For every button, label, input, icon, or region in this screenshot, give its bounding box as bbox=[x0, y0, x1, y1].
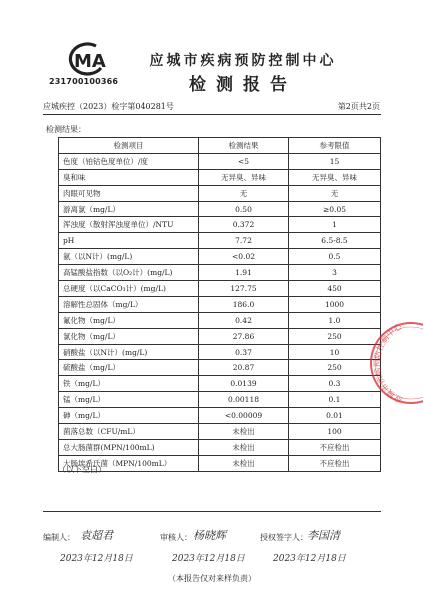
cert-number: 231700100366 bbox=[49, 77, 119, 86]
cell-limit: 250 bbox=[289, 360, 381, 376]
cell-item: 浑浊度（散射浑浊度单位）/NTU bbox=[59, 217, 199, 233]
table-row bbox=[59, 169, 381, 185]
table-row bbox=[59, 360, 381, 376]
table-row bbox=[59, 408, 381, 424]
table-row bbox=[59, 424, 381, 440]
end-note: （以下空白） bbox=[58, 465, 106, 474]
cell-result: 7.72 bbox=[199, 233, 289, 249]
cell-limit: 250 bbox=[289, 328, 381, 344]
table-row bbox=[59, 439, 381, 455]
cell-result: 20.87 bbox=[199, 360, 289, 376]
cell-limit: ≥0.05 bbox=[289, 201, 381, 217]
table-row bbox=[59, 376, 381, 392]
reviewer-signature: 杨晓辉 bbox=[193, 529, 226, 542]
table-row bbox=[59, 249, 381, 265]
table-row bbox=[59, 296, 381, 312]
header-result: 检测结果 bbox=[199, 138, 289, 154]
cell-result: 无异臭、异味 bbox=[199, 169, 289, 185]
cell-item: 总硬度（以CaCO₃计）(mg/L) bbox=[59, 281, 199, 297]
cell-limit: 0.5 bbox=[289, 249, 381, 265]
footnote: （本报告仅对来样负责） bbox=[168, 574, 256, 583]
cell-item: 肉眼可见物 bbox=[59, 185, 199, 201]
table-row bbox=[59, 392, 381, 408]
cma-logo bbox=[56, 40, 114, 76]
cell-result: 1.91 bbox=[199, 265, 289, 281]
cell-result: 0.00118 bbox=[199, 392, 289, 408]
cell-result: 0.42 bbox=[199, 312, 289, 328]
cell-item: 色度（铂钴色度单位）/度 bbox=[59, 153, 199, 169]
cell-item: 氯化物（mg/L） bbox=[59, 328, 199, 344]
cell-item: pH bbox=[59, 233, 199, 249]
approver-date: 2023年12月18日 bbox=[273, 554, 346, 564]
cell-result: 127.75 bbox=[199, 281, 289, 297]
cell-item: 砷（mg/L） bbox=[59, 408, 199, 424]
header-item: 检测项目 bbox=[59, 138, 199, 154]
page-number: 第2页共2页 bbox=[337, 102, 380, 111]
cell-limit: 450 bbox=[289, 281, 381, 297]
center-name: 应城市疾病预防控制中心 bbox=[149, 53, 337, 69]
report-title: 检测报告 bbox=[189, 75, 297, 95]
table-header-row bbox=[59, 138, 381, 154]
cell-item: 总大肠菌群(MPN/100mL) bbox=[59, 439, 199, 455]
cell-result: 0.0139 bbox=[199, 376, 289, 392]
cell-result: 27.86 bbox=[199, 328, 289, 344]
reviewer-label: 审核人： bbox=[160, 533, 192, 542]
cell-result: <5 bbox=[199, 153, 289, 169]
cell-limit: 不应检出 bbox=[289, 455, 381, 471]
cell-limit: 6.5-8.5 bbox=[289, 233, 381, 249]
cell-limit: 0.1 bbox=[289, 392, 381, 408]
cell-result: 0.37 bbox=[199, 344, 289, 360]
cell-result: 未检出 bbox=[199, 455, 289, 471]
cell-limit: 1 bbox=[289, 217, 381, 233]
cell-result: <0.02 bbox=[199, 249, 289, 265]
editor-date: 2023年12月18日 bbox=[60, 554, 133, 564]
cell-item: 硝酸盐（以N计）(mg/L) bbox=[59, 344, 199, 360]
header-divider bbox=[43, 114, 381, 115]
reviewer-date: 2023年12月18日 bbox=[172, 554, 245, 564]
table-row bbox=[59, 328, 381, 344]
cell-result: 0.372 bbox=[199, 217, 289, 233]
cell-result: 未检出 bbox=[199, 424, 289, 440]
cell-limit: 3 bbox=[289, 265, 381, 281]
logo-text: MA bbox=[74, 51, 106, 72]
seal-text: 应城市疾病预防控制中心 bbox=[372, 321, 404, 405]
svg-text:应城市疾病预防控制中心 bbox=[372, 321, 404, 405]
table-row bbox=[59, 201, 381, 217]
cell-limit: 无 bbox=[289, 185, 381, 201]
cell-limit: 100 bbox=[289, 424, 381, 440]
table-row bbox=[59, 265, 381, 281]
table-row bbox=[59, 344, 381, 360]
results-table bbox=[58, 137, 381, 472]
table-row bbox=[59, 312, 381, 328]
cell-result: 0.50 bbox=[199, 201, 289, 217]
table-row bbox=[59, 153, 381, 169]
cell-item: 菌落总数（CFU/mL） bbox=[59, 424, 199, 440]
signature-divider bbox=[43, 511, 381, 512]
cell-item: 高锰酸盐指数（以O₂计）(mg/L) bbox=[59, 265, 199, 281]
cell-item: 硫酸盐（mg/L） bbox=[59, 360, 199, 376]
cell-item: 铁（mg/L） bbox=[59, 376, 199, 392]
results-label: 检测结果： bbox=[46, 125, 86, 134]
table-row bbox=[59, 455, 381, 471]
cell-item: 大肠埃希氏菌（MPN/100mL） bbox=[59, 455, 199, 471]
cell-item: 锰（mg/L） bbox=[59, 392, 199, 408]
cell-limit: 无异臭、异味 bbox=[289, 169, 381, 185]
cell-limit: 1000 bbox=[289, 296, 381, 312]
cell-limit: 15 bbox=[289, 153, 381, 169]
editor-label: 编制人： bbox=[43, 533, 75, 542]
header-limit: 参考限值 bbox=[289, 138, 381, 154]
table-row bbox=[59, 185, 381, 201]
approver-label: 授权签字人： bbox=[260, 533, 308, 542]
report-number: 应城疾控（2023）检字第040281号 bbox=[43, 102, 174, 111]
cell-limit: 1.0 bbox=[289, 312, 381, 328]
cell-result: 无 bbox=[199, 185, 289, 201]
table-row bbox=[59, 233, 381, 249]
cell-item: 氟化物（mg/L） bbox=[59, 312, 199, 328]
cell-item: 臭和味 bbox=[59, 169, 199, 185]
official-seal bbox=[363, 318, 423, 408]
cell-result: 未检出 bbox=[199, 439, 289, 455]
cell-limit: 0.01 bbox=[289, 408, 381, 424]
cell-item: 游离氯（mg/L） bbox=[59, 201, 199, 217]
cell-item: 氨（以N计）(mg/L) bbox=[59, 249, 199, 265]
table-row bbox=[59, 281, 381, 297]
cell-limit: 0.3 bbox=[289, 376, 381, 392]
editor-signature: 袁超君 bbox=[80, 529, 113, 542]
cell-limit: 10 bbox=[289, 344, 381, 360]
cell-limit: 不应检出 bbox=[289, 439, 381, 455]
approver-signature: 李国清 bbox=[307, 529, 340, 542]
cell-item: 溶解性总固体（mg/L） bbox=[59, 296, 199, 312]
cell-result: 186.0 bbox=[199, 296, 289, 312]
table-row bbox=[59, 217, 381, 233]
cell-result: <0.00009 bbox=[199, 408, 289, 424]
